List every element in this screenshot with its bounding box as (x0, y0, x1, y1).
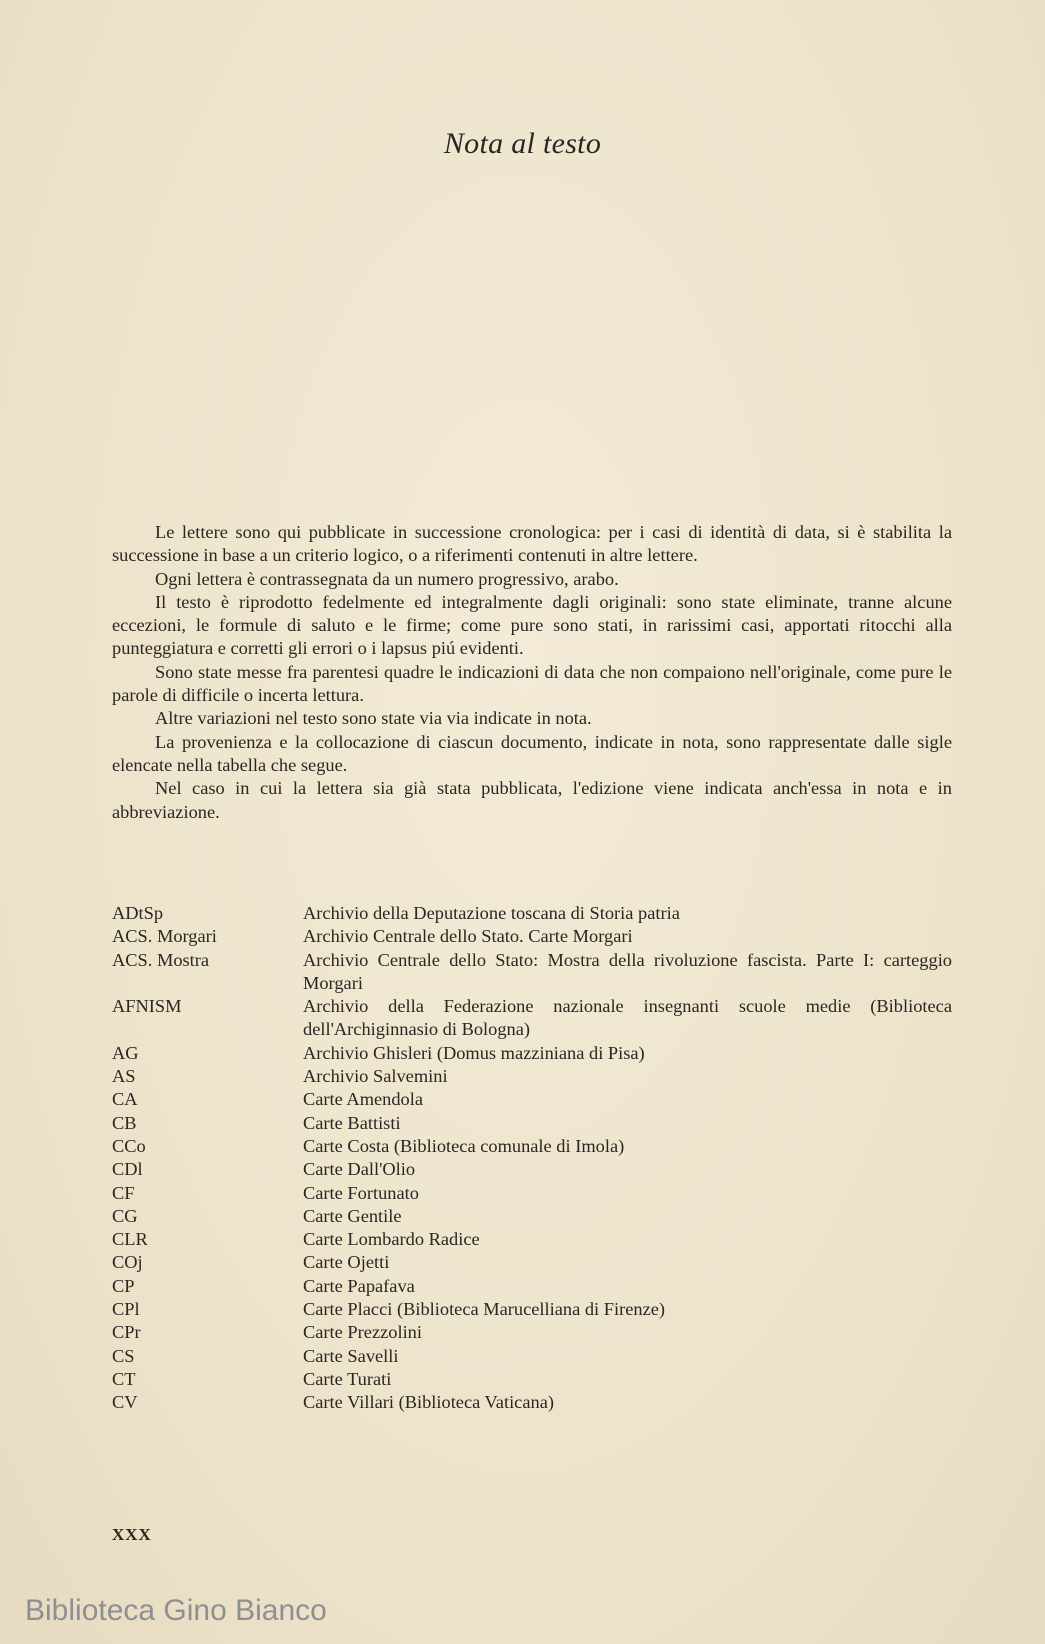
abbreviation-row (112, 1042, 952, 1065)
abbreviation-row (112, 1135, 952, 1158)
abbreviation-code: ACS. Mostra (112, 949, 210, 970)
abbreviation-description: Carte Turati (303, 1368, 392, 1389)
library-watermark: Biblioteca Gino Bianco (25, 1594, 327, 1627)
abbreviation-description: Archivio della Federazione nazionale insegnanti scuole medie (Biblioteca dell'Archiginnasio di Bologna) (303, 996, 952, 1040)
abbreviation-code: CV (112, 1392, 138, 1413)
abbreviation-description: Archivio Centrale dello Stato: Mostra della rivoluzione fascista. Parte I: carteggio Morgari (303, 949, 952, 993)
paragraph: Ogni lettera è contrassegnata da un numero progressivo, arabo. (155, 568, 619, 589)
abbreviation-code: CB (112, 1112, 137, 1133)
abbreviation-row (112, 1088, 952, 1111)
abbreviation-description: Carte Fortunato (303, 1182, 419, 1203)
abbreviation-row (112, 1275, 952, 1298)
abbreviation-code: CLR (112, 1229, 148, 1250)
abbreviation-row (112, 1158, 952, 1181)
abbreviation-row (112, 902, 952, 925)
paragraph: La provenienza e la collocazione di ciascun documento, indicate in nota, sono rappresentate dalle sigle elencate nella tabella che segue. (112, 731, 952, 775)
abbreviation-description: Carte Placci (Biblioteca Marucelliana di Firenze) (303, 1299, 666, 1320)
abbreviation-description: Carte Lombardo Radice (303, 1229, 480, 1250)
paragraph: Altre variazioni nel testo sono state via via indicate in nota. (155, 708, 592, 729)
abbreviation-description: Archivio Ghisleri (Domus mazziniana di Pisa) (303, 1042, 645, 1063)
abbreviation-description: Carte Ojetti (303, 1252, 390, 1273)
abbreviation-description: Carte Battisti (303, 1112, 401, 1133)
abbreviation-code: AFNISM (112, 996, 182, 1017)
abbreviation-row (112, 1321, 952, 1344)
paragraph: Nel caso in cui la lettera sia già stata pubblicata, l'edizione viene indicata anch'essa in nota e in abbreviazione. (112, 778, 952, 822)
abbreviation-row (112, 1228, 952, 1251)
abbreviation-description: Carte Prezzolini (303, 1322, 422, 1343)
abbreviation-code: CT (112, 1368, 136, 1389)
abbreviation-row (112, 949, 952, 996)
abbreviation-description: Carte Costa (Biblioteca comunale di Imola) (303, 1135, 625, 1156)
abbreviation-code: CF (112, 1182, 135, 1203)
abbreviation-row (112, 1391, 952, 1414)
abbreviation-description: Archivio Salvemini (303, 1066, 448, 1087)
abbreviation-row (112, 1251, 952, 1274)
abbreviation-description: Archivio Centrale dello Stato. Carte Morgari (303, 926, 633, 947)
abbreviation-row (112, 1112, 952, 1135)
abbreviation-description: Carte Villari (Biblioteca Vaticana) (303, 1392, 554, 1413)
abbreviation-description: Carte Savelli (303, 1345, 399, 1366)
abbreviation-code: ACS. Morgari (112, 926, 217, 947)
paragraph: Sono state messe fra parentesi quadre le indicazioni di data che non compaiono nell'originale, come pure le parole di difficile o incerta lettura. (112, 661, 952, 706)
abbreviation-description: Carte Papafava (303, 1275, 415, 1296)
abbreviation-row (112, 925, 952, 948)
paragraph: Il testo è riprodotto fedelmente ed integralmente dagli originali: sono state eliminate, tranne alcune eccezioni, le formule di saluto e le firme; come pure sono stati, in rarissimi casi, apportati ritocchi alla punteggiatura e corretti gli errori o i lapsus piú evidenti. (112, 591, 952, 659)
paragraph: Le lettere sono qui pubblicate in successione cronologica: per i casi di identità di data, si è stabilita la successione in base a un criterio logico, o a riferimenti contenuti in altre lettere. (112, 522, 952, 566)
abbreviation-list (112, 902, 952, 1415)
abbreviation-row (112, 1368, 952, 1391)
abbreviation-row (112, 1065, 952, 1088)
abbreviation-code: CCo (112, 1135, 146, 1156)
abbreviation-code: CPl (112, 1299, 140, 1320)
abbreviation-row (112, 1205, 952, 1228)
abbreviation-row (112, 1298, 952, 1321)
abbreviation-code: CP (112, 1275, 135, 1296)
abbreviation-row (112, 1345, 952, 1368)
abbreviation-code: AS (112, 1066, 136, 1087)
page-title: Nota al testo (443, 127, 602, 160)
abbreviation-description: Archivio della Deputazione toscana di Storia patria (303, 903, 680, 923)
page-number: XXX (112, 1525, 152, 1544)
abbreviation-row (112, 1182, 952, 1205)
abbreviation-row (112, 995, 952, 1042)
abbreviation-code: CDl (112, 1159, 143, 1180)
abbreviation-description: Carte Amendola (303, 1089, 424, 1110)
abbreviation-code: CPr (112, 1322, 141, 1343)
body-text (112, 521, 952, 824)
abbreviation-code: AG (112, 1042, 139, 1063)
abbreviation-description: Carte Dall'Olio (303, 1159, 416, 1180)
abbreviation-code: CG (112, 1205, 138, 1226)
abbreviation-code: CA (112, 1089, 138, 1110)
abbreviation-code: ADtSp (112, 903, 164, 923)
abbreviation-code: CS (112, 1345, 135, 1366)
abbreviation-description: Carte Gentile (303, 1205, 402, 1226)
abbreviation-code: COj (112, 1252, 143, 1273)
